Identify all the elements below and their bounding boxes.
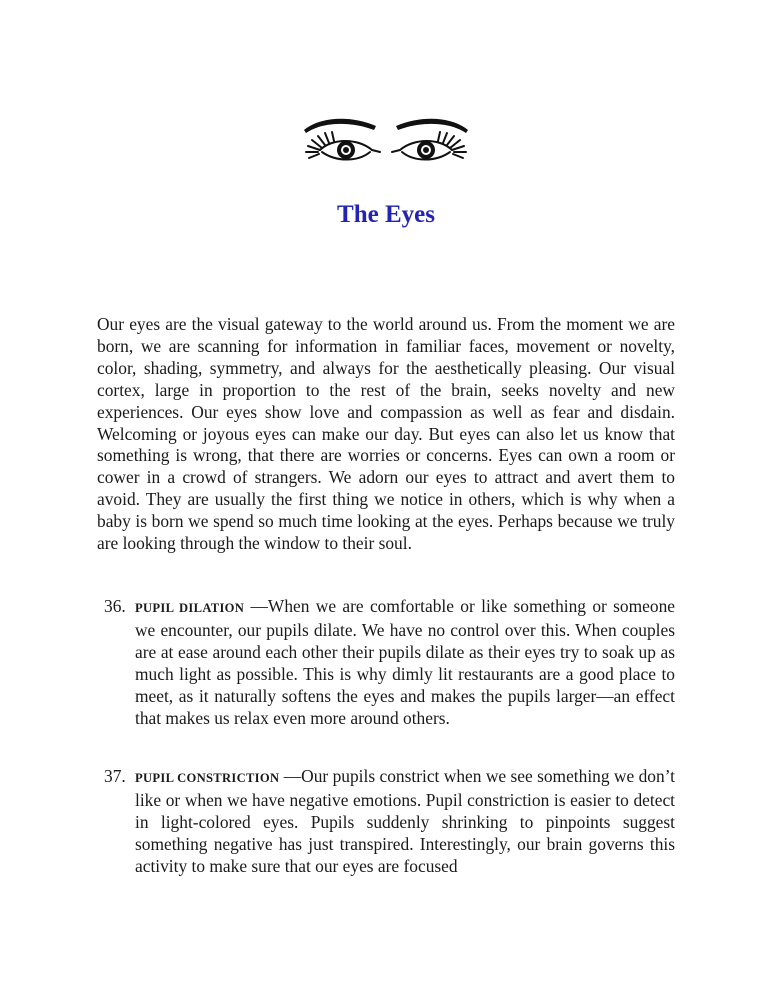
eyes-icon (300, 112, 472, 176)
entry-number: 37. (104, 766, 126, 786)
entry-number: 36. (104, 596, 126, 616)
chapter-title: The Eyes (337, 201, 435, 228)
entry-text: —Our pupils constrict when we see something we don’t like or when we have negative emotions. Pupil constriction is easier to detect in light-colored eyes. Pupils suddenly shrinking to pinpoints suggest something negative has just transpired. Interestingly, our brain governs this activity to make sure that our eyes are focused (135, 766, 675, 876)
list-item (97, 596, 675, 729)
entry-term: PUPIL CONSTRICTION (135, 771, 280, 785)
entry-term: PUPIL DILATION (135, 601, 245, 615)
list-item (97, 766, 675, 878)
entry-text: —When we are comfortable or like something or someone we encounter, our pupils dilate. We have no control over this. When couples are at ease around each other their pupils dilate as their eyes try to soak up as much light as possible. This is why dimly lit restaurants are a good place to meet, as it naturally softens the eyes and makes the pupils larger—an effect that makes us relax even more around others. (135, 596, 675, 728)
intro-paragraph: Our eyes are the visual gateway to the world around us. From the moment we are born, we are scanning for information in familiar faces, movement or novelty, color, shading, symmetry, and always for the aesthetically pleasing. Our visual cortex, large in proportion to the rest of the brain, seeks novelty and new experiences. Our eyes show love and compassion as well as fear and disdain. Welcoming or joyous eyes can make our day. But eyes can also let us know that something is wrong, that there are worries or concerns. Eyes can own a room or cower in a crowd of strangers. We adorn our eyes to attract and avert them to avoid. They are usually the first thing we notice in others, which is why when a baby is born we spend so much time looking at the eyes. Perhaps because we truly are looking through the window to their soul. (97, 314, 675, 554)
